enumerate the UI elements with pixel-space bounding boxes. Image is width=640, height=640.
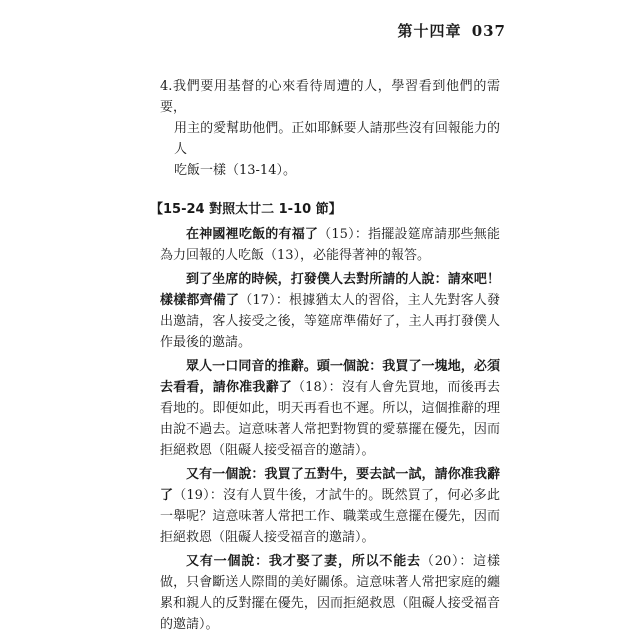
section-heading: 【15-24 對照太廿二 1-10 節】 bbox=[150, 202, 342, 217]
point-line-2: 用主的愛幫助他們。正如耶穌要人請那些沒有回報能力的人 bbox=[174, 121, 500, 157]
verse-quote: 又有一個說：我買了五對牛，要去試一試，請你准我辭了 bbox=[160, 467, 500, 503]
verse-quote: 又有一個說：我才娶了妻，所以不能去 bbox=[186, 554, 421, 569]
page-body bbox=[150, 76, 500, 638]
point-line-1: 我們要用基督的心來看待周遭的人，學習看到他們的需要， bbox=[160, 79, 500, 115]
commentary-paragraph bbox=[160, 551, 500, 635]
commentary-text: （19）：沒有人買牛後，才試牛的。既然買了，何必多此一舉呢？這意味著人常把工作、職業或生意擺在優先，因而拒絕救恩（阻礙人接受福音的邀請）。 bbox=[160, 488, 500, 545]
verse-quote: 在神國裡吃飯的有福了 bbox=[186, 227, 319, 242]
commentary-paragraph bbox=[160, 269, 500, 353]
verse-quote: 眾人一口同音的推辭。頭一個說：我買了一塊地，必須去看看，請你准我辭了 bbox=[160, 359, 500, 395]
verse-quote: 到了坐席的時候，打發僕人去對所請的人說：請來吧！樣樣都齊備了 bbox=[160, 272, 500, 308]
running-header bbox=[393, 20, 506, 41]
numbered-point bbox=[160, 76, 500, 181]
point-number: 4. bbox=[160, 79, 173, 94]
commentary-text: （15）：指擺設筵席請那些無能為力回報的人吃飯（13），必能得著神的報答。 bbox=[160, 227, 500, 263]
point-line-3: 吃飯一樣（13-14）。 bbox=[174, 163, 296, 178]
commentary-paragraph bbox=[160, 224, 500, 266]
chapter-title: 第十四章 bbox=[397, 22, 462, 40]
commentary-text: （18）：沒有人會先買地，而後再去看地的。即便如此，明天再看也不遲。所以，這個推辭的理由說不過去。這意味著人常把對物質的愛慕擺在優先，因而拒絕救恩（阻礙人接受福音的邀請）。 bbox=[160, 380, 500, 458]
commentary-text: （17）：根據猶太人的習俗，主人先對客人發出邀請，客人接受之後，等筵席準備好了，主人再打發僕人作最後的邀請。 bbox=[160, 293, 500, 350]
commentary-paragraph bbox=[160, 464, 500, 548]
page-number: 037 bbox=[471, 22, 506, 40]
commentary-paragraph bbox=[160, 356, 500, 461]
commentary-text: （20）：這樣做，只會斷送人際間的美好關係。這意味著人常把家庭的纏累和親人的反對擺在優先，因而拒絕救恩（阻礙人接受福音的邀請）。 bbox=[160, 554, 500, 632]
